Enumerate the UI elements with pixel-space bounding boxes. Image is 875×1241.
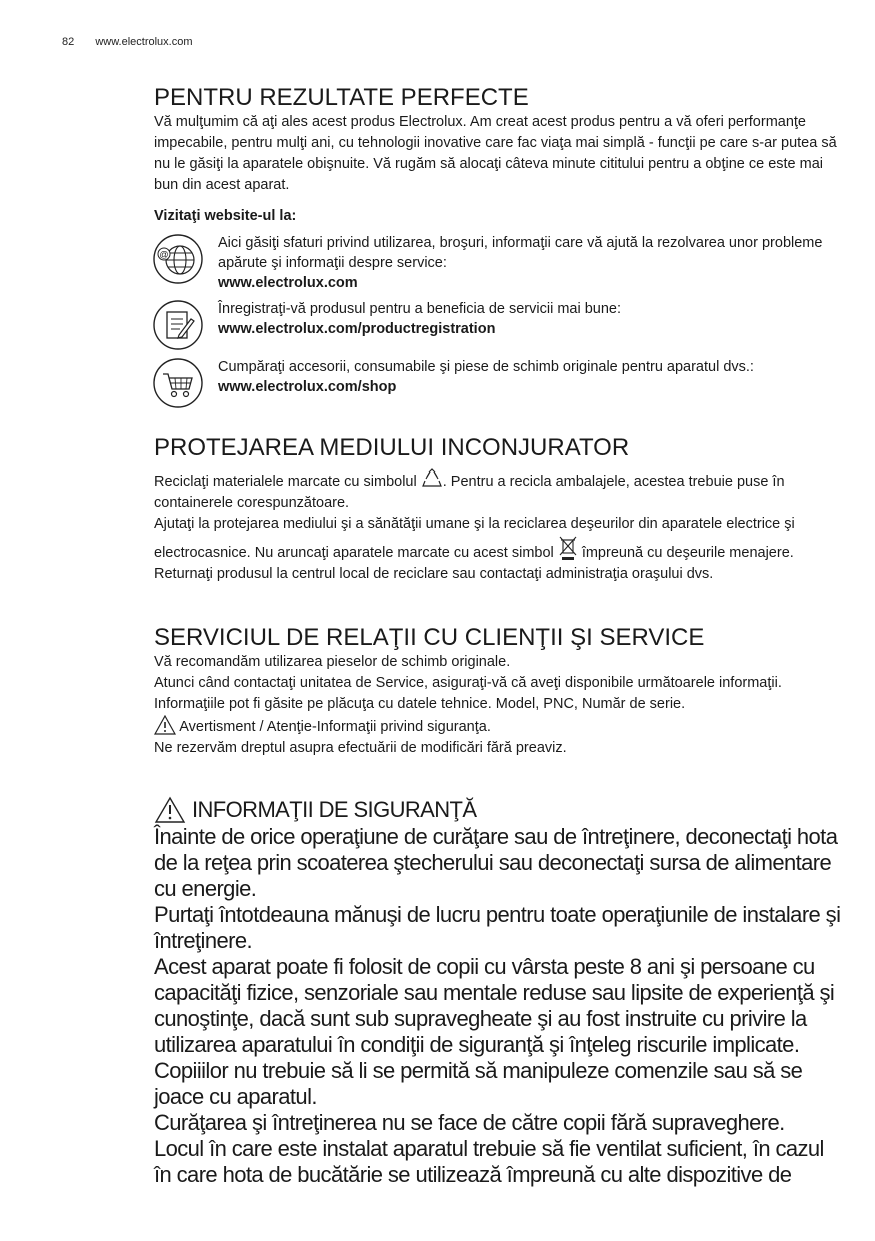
website-item-info bbox=[154, 233, 844, 293]
registration-link[interactable]: www.electrolux.com/productregistration bbox=[218, 321, 496, 337]
safety-paragraph: Locul în care este instalat aparatul trebuie să fie ventilat suficient, în cazul în care hota de bucătărie se utilizează împreună cu alte dispozitive de bbox=[154, 1136, 824, 1187]
shopping-cart-icon bbox=[152, 357, 204, 409]
website-item-shop bbox=[154, 357, 844, 409]
safety-paragraph: Copiiilor nu trebuie să li se permită să manipuleze comenzile sau să se joace cu aparatul. bbox=[154, 1058, 803, 1109]
warning-text: Avertisment / Atenţie-Informaţii privind siguranţa. bbox=[179, 719, 491, 735]
header-url[interactable]: www.electrolux.com bbox=[95, 36, 193, 48]
safety-title-text: INFORMAŢII DE SIGURANŢĂ bbox=[192, 797, 477, 822]
recycle-text-a: Reciclaţi materialele marcate cu simbolul bbox=[154, 474, 417, 490]
section-customer-service bbox=[154, 624, 844, 759]
visit-website-label: Vizitaţi website-ul la: bbox=[154, 208, 297, 224]
registration-text: Înregistraţi-vă produsul pentru a beneficia de servicii mai bune: bbox=[218, 301, 621, 317]
section-title-safety bbox=[154, 796, 844, 824]
recycle-text-b: . Pentru a recicla ambalajele, acestea trebuie puse în containerele corespunzătoare. bbox=[154, 474, 785, 511]
weee-text-a: Ajutaţi la protejarea mediului şi a sănătăţii umane şi la reciclarea deşeurilor din aparatele electrice şi electrocasnice. Nu aruncaţi aparatele marcate cu acest simbol bbox=[154, 516, 795, 561]
safety-paragraph: Înainte de orice operaţiune de curăţare sau de întreţinere, deconectaţi hota de la reţea prin scoaterea ştecherului sau deconectaţi sursa de alimentare cu energie. bbox=[154, 824, 838, 901]
warning-triangle-icon bbox=[154, 715, 176, 735]
web-globe-icon bbox=[152, 233, 204, 285]
safety-paragraph: Curăţarea şi întreţinerea nu se face de către copii fără supraveghere. bbox=[154, 1110, 785, 1135]
safety-paragraph: Acest aparat poate fi folosit de copii cu vârsta peste 8 ani şi persoane cu capacităţi fizice, senzoriale sau mentale reduse sau lipsite de experienţă şi cunoştinţe, dacă sunt sub supravegheate şi au fost instruite cu privire la utilizarea aparatului în condiţii de siguranţă şi înţeleg riscurile implicate. bbox=[154, 954, 835, 1057]
section-title-environment: PROTEJAREA MEDIULUI INCONJURATOR bbox=[154, 434, 630, 461]
section-environment bbox=[154, 434, 844, 585]
section-title-perfect-results: PENTRU REZULTATE PERFECTE bbox=[154, 84, 529, 111]
service-last-line: Ne rezervăm dreptul asupra efectuării de modificări fără preaviz. bbox=[154, 740, 567, 756]
section-title-customer-service: SERVICIUL DE RELAŢII CU CLIENŢII ŞI SERVICE bbox=[154, 624, 705, 651]
intro-paragraph: Vă mulţumim că aţi ales acest produs Electrolux. Am creat acest produs pentru a vă oferi performanţe impecabile, pentru mulţi ani, cu tehnologii inovative care fac viaţa mai simplă - funcţii pe care s-ar putea să nu le găsiţi la aparatele obişnuite. Vă rugăm să alocaţi câteva minute cititului pentru a obţine ce este mai bun din acest aparat. bbox=[154, 114, 837, 193]
service-line: Informaţiile pot fi găsite pe plăcuţa cu datele tehnice. Model, PNC, Număr de serie. bbox=[154, 696, 686, 712]
section-safety-info bbox=[154, 796, 844, 1188]
warning-triangle-icon bbox=[154, 796, 186, 824]
safety-paragraph: Purtaţi întotdeauna mănuşi de lucru pentru toate operaţiunile de instalare şi întreţinere. bbox=[154, 902, 841, 953]
weee-text-b: împreună cu deşeurile menajere. Returnaţi produsul la centrul local de reciclare sau contactaţi administraţia oraşului dvs. bbox=[154, 545, 794, 582]
crossed-bin-icon bbox=[558, 535, 578, 561]
shop-text: Cumpăraţi accesorii, consumabile şi piese de schimb originale pentru aparatul dvs.: bbox=[218, 359, 754, 375]
weee-paragraph bbox=[154, 514, 844, 585]
recycle-paragraph bbox=[154, 468, 844, 514]
service-line: Atunci când contactaţi unitatea de Service, asiguraţi-vă că aveţi disponibile următoarele informaţii. bbox=[154, 675, 782, 691]
website-link[interactable]: www.electrolux.com bbox=[218, 275, 358, 291]
website-item-text: Aici găsiţi sfaturi privind utilizarea, broşuri, informaţii care vă ajută la rezolvarea unor probleme apărute şi informaţii despre service: bbox=[218, 235, 823, 271]
shop-link[interactable]: www.electrolux.com/shop bbox=[218, 379, 397, 395]
section-perfect-results bbox=[154, 84, 844, 409]
registration-notepad-icon bbox=[152, 299, 204, 351]
svg-text:@: @ bbox=[159, 249, 169, 260]
service-line: Vă recomandăm utilizarea pieselor de schimb originale. bbox=[154, 654, 511, 670]
warning-line bbox=[154, 715, 844, 738]
website-item-registration bbox=[154, 299, 844, 351]
page-header bbox=[62, 36, 193, 48]
recycle-icon bbox=[421, 468, 443, 490]
page-number: 82 bbox=[62, 36, 75, 48]
